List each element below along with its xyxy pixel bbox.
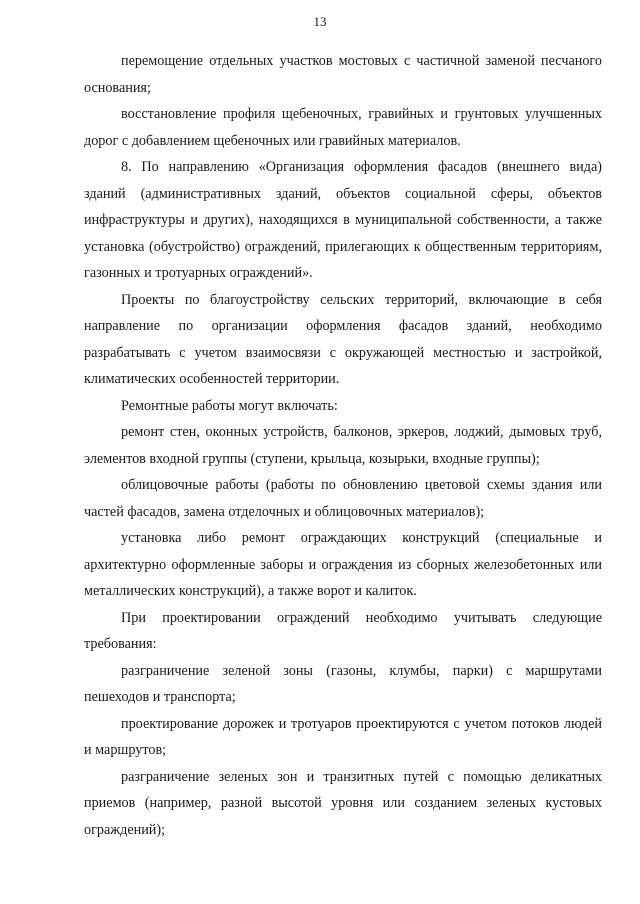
paragraph: облицовочные работы (работы по обновлению цветовой схемы здания или частей фасадов, замена отделочных и облицовочных материалов); [84,477,602,520]
page-number: 13 [313,14,327,29]
paragraph: установка либо ремонт ограждающих конструкций (специальные и архитектурно оформленные заборы и ограждения из сборных железобетонных или металлических конструкций), а также ворот и калиток. [84,530,602,599]
document-body [84,48,602,843]
paragraph: Проекты по благоустройству сельских территорий, включающие в себя направление по организации оформления фасадов зданий, необходимо разрабатывать с учетом взаимосвязи с окружающей местностью и застройкой, климатических особенностей территории. [84,291,602,387]
paragraph: ремонт стен, оконных устройств, балконов, эркеров, лоджий, дымовых труб, элементов входной группы (ступени, крыльца, козырьки, входные группы); [84,424,602,467]
paragraph: перемощение отдельных участков мостовых с частичной заменой песчаного основания; [84,53,602,96]
paragraph: При проектировании ограждений необходимо учитывать следующие требования: [84,609,602,652]
paragraph: разграничение зеленой зоны (газоны, клумбы, парки) с маршрутами пешеходов и транспорта; [84,662,602,705]
paragraph: 8. По направлению «Организация оформления фасадов (внешнего вида) зданий (административных зданий, объектов социальной сферы, объектов инфраструктуры и других), находящихся в муниципальной собственности, а также установка (обустройство) ограждений, прилегающих к общественным территориям, газонных и тротуарных ограждений». [84,159,602,281]
paragraph: восстановление профиля щебеночных, гравийных и грунтовых улучшенных дорог с добавлением щебеночных или гравийных материалов. [84,106,602,149]
paragraph: Ремонтные работы могут включать: [121,397,338,414]
paragraph: разграничение зеленых зон и транзитных путей с помощью деликатных приемов (например, разной высотой уровня или созданием зеленых кустовых ограждений); [84,768,602,838]
paragraph: проектирование дорожек и тротуаров проектируются с учетом потоков людей и маршрутов; [84,715,602,758]
